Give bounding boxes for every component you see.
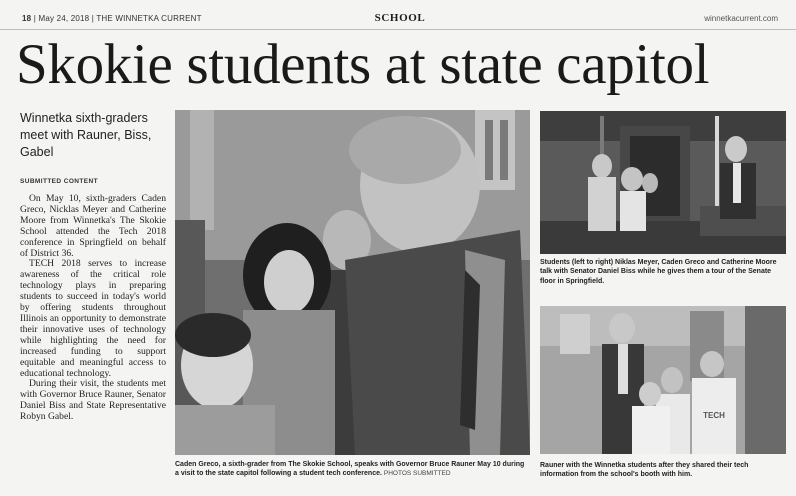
body-paragraph: During their visit, the students met with Governor Bruce Rauner, Senator Daniel Biss and State Representative Robyn Gabel. (20, 378, 166, 423)
main-photo (175, 110, 530, 455)
article-body (20, 194, 166, 423)
page-number: 18 (22, 14, 32, 23)
article-headline: Skokie students at state capitol (16, 33, 710, 96)
main-photo-caption (175, 460, 530, 479)
governor-group-photo (540, 306, 786, 454)
publication-name: THE WINNETKA CURRENT (96, 14, 202, 23)
governor-group-image (540, 306, 786, 454)
photo-credit: PHOTOS SUBMITTED (383, 470, 451, 478)
body-paragraph: TECH 2018 serves to increase awareness of the critical role technology plays in preparing students to succeed in today's world by offering students throughout Illinois an opportunity to demonstrate their innovative uses of technology while highlighting the need for increased funding to support equitable and meaningful access to educational technology. (20, 258, 166, 379)
header-folio: 18 | May 24, 2018 | THE WINNETKA CURRENT (22, 14, 202, 23)
body-paragraph: On May 10, sixth-graders Caden Greco, Nicklas Meyer and Catherine Moore from Winnetka's The Skokie School attended the Tech 2018 conference in Springfield on behalf of District 36. (20, 193, 166, 259)
senate-floor-caption: Students (left to right) Niklas Meyer, Caden Greco and Catherine Moore talk with Senator Daniel Biss while he gives them a tour of the Senate floor in Springfield. (540, 259, 777, 285)
article-byline: SUBMITTED CONTENT (20, 178, 98, 185)
main-photo-image (175, 110, 530, 455)
article-deck: Winnetka sixth-graders meet with Rauner, Biss, Gabel (20, 111, 152, 159)
senate-floor-image (540, 111, 786, 254)
tshirt-text: TECH (703, 411, 725, 420)
issue-date: May 24, 2018 (38, 14, 90, 23)
page-header (0, 0, 796, 30)
governor-group-caption: Rauner with the Winnetka students after they shared their tech information from the school's booth with him. (540, 462, 749, 479)
website-link[interactable]: winnetkacurrent.com (704, 14, 778, 23)
senate-floor-photo (540, 111, 786, 254)
section-label: SCHOOL (374, 12, 426, 24)
caption-text: Caden Greco, a sixth-grader from The Skokie School, speaks with Governor Bruce Rauner May 10 during a visit to the state capitol following a student tech conference. (175, 461, 525, 478)
